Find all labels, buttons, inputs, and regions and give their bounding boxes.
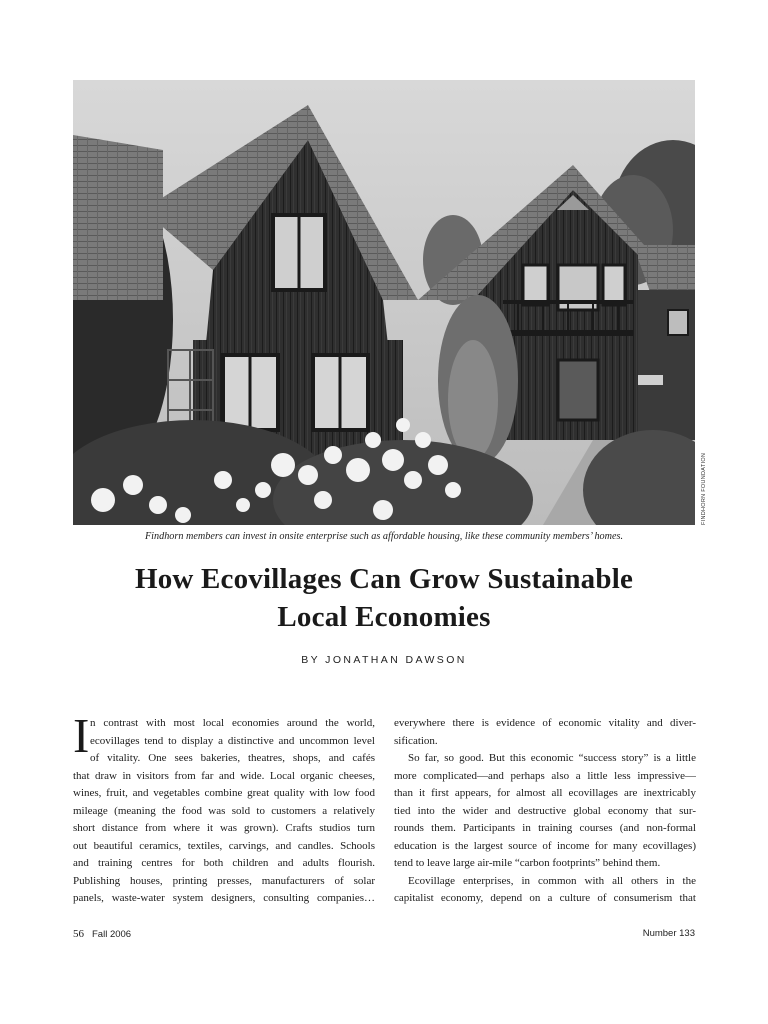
text-line: sification.: [394, 734, 438, 747]
text-line: Ecovillage enterprises, in common with all others in the: [408, 874, 696, 887]
text-line: So far, so good. But this economic “success story” is a little: [408, 752, 696, 764]
text-line: panels, waste-water system designers, consulting companies…: [73, 892, 375, 904]
text-line: that draw in visitors from far and wide. Local organic cheeses,: [73, 769, 375, 782]
title-line-2: Local Economies: [277, 601, 491, 633]
article-title: [73, 560, 695, 636]
page-number: 56: [73, 928, 84, 940]
photo-credit: FINDHORN FOUNDATION: [701, 452, 707, 525]
text-line: everywhere there is evidence of economic vitality and diver-: [394, 717, 696, 729]
text-line: short distance from where it was grown). Crafts studios turn: [73, 822, 375, 834]
text-line: than it first appears, for almost all ecovillages are inextricably: [394, 787, 696, 799]
text-line: capitalist economy, depend on a culture of consumerism that: [394, 892, 696, 904]
drop-cap: I: [73, 708, 90, 763]
issue-date: Fall 2006: [92, 929, 132, 940]
text-line: more complicated—and perhaps also a little less impressive—: [394, 769, 696, 782]
right-column: [394, 715, 696, 908]
text-line: ecovillages tend to display a distinctive and uncommon level: [90, 734, 375, 747]
byline: BY JONATHAN DAWSON: [301, 654, 467, 666]
left-column: [73, 708, 375, 908]
text-line: and training centres for both children and adults flourish.: [73, 857, 375, 869]
title-line-1: How Ecovillages Can Grow Sustainable: [134, 563, 634, 595]
article-photo: [73, 80, 695, 525]
text-line: tied into the wider and destructive global economy that sur-: [394, 804, 696, 817]
text-line: Publishing houses, printing presses, manufacturers of solar: [73, 874, 375, 887]
text-line: tend to leave large air-mile “carbon footprints” behind them.: [394, 857, 661, 869]
text-line: out beautiful ceramics, textiles, carvings, and candles. Schools: [73, 839, 375, 852]
issue-number: Number 133: [642, 928, 695, 939]
text-line: education is the largest source of income for many ecovillages): [394, 839, 696, 852]
text-line: rounds them. Participants in training courses (and non-formal: [394, 822, 696, 834]
text-line: n contrast with most local economies around the world,: [90, 717, 375, 729]
photo-caption: Findhorn members can invest in onsite enterprise such as affordable housing, like these community members’ homes.: [144, 531, 624, 542]
text-line: wines, fruit, and vegetables combine great quality with low food: [73, 787, 375, 799]
text-line: of vitality. One sees bakeries, theatres, shops, and cafés: [90, 752, 375, 764]
footer-left: [73, 928, 131, 940]
text-line: mileage (meaning the food was sold to customers a relatively: [73, 804, 375, 817]
houses-photo: [73, 80, 695, 525]
